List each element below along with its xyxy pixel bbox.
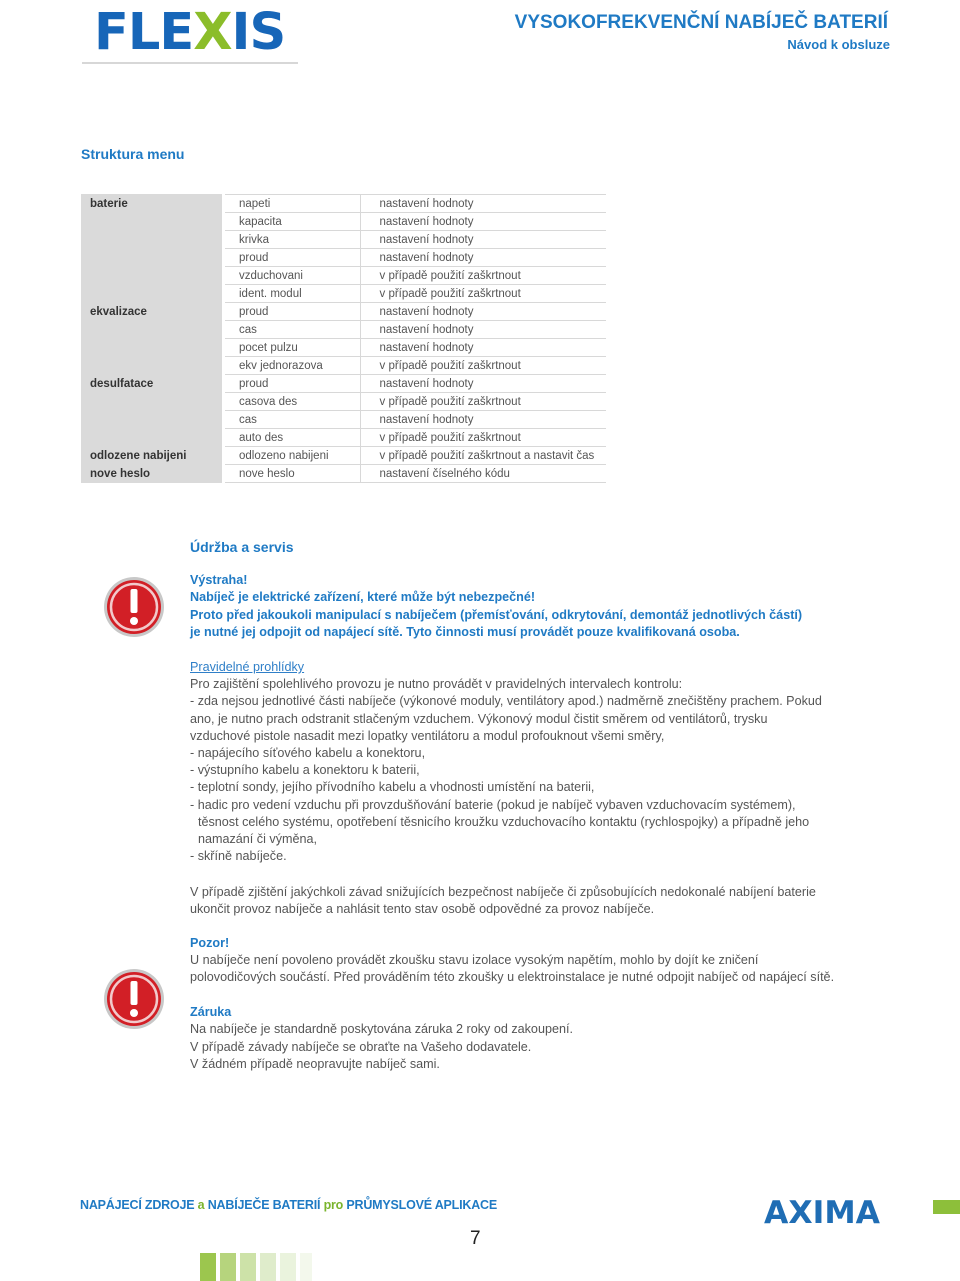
axima-logo <box>764 1198 882 1226</box>
menu-group-cell <box>81 267 222 285</box>
menu-group-cell <box>81 213 222 231</box>
warranty-heading: Záruka <box>190 1005 232 1019</box>
menu-action-cell: v případě použití zaškrtnout <box>360 285 606 303</box>
menu-item-cell: kapacita <box>225 213 360 231</box>
menu-action-cell: v případě použití zaškrtnout a nastavit čas <box>360 447 606 465</box>
menu-group-cell <box>81 339 222 357</box>
defects-line-2: ukončit provoz nabíječe a nahlásit tento stav osobě odpovědné za provoz nabíječe. <box>190 902 655 916</box>
menu-item-cell: nove heslo <box>225 465 360 483</box>
menu-row <box>81 375 606 393</box>
menu-section-title: Struktura menu <box>81 146 185 162</box>
header-title: VYSOKOFREKVENČNÍ NABÍJEČ BATERIÍ <box>514 12 888 33</box>
inspection-line: - napájecího síťového kabelu a konektoru, <box>190 746 426 761</box>
menu-action-cell: v případě použití zaškrtnout <box>360 429 606 447</box>
footer-green-bar <box>933 1200 960 1214</box>
menu-row <box>81 339 606 357</box>
warranty-line-1: Na nabíječe je standardně poskytována záruka 2 roky od zakoupení. <box>190 1022 573 1036</box>
menu-item-cell: ident. modul <box>225 285 360 303</box>
menu-row <box>81 447 606 465</box>
menu-action-cell: nastavení číselného kódu <box>360 465 606 483</box>
menu-item-cell: vzduchovani <box>225 267 360 285</box>
caution-line-1: U nabíječe není povoleno provádět zkoušku stavu izolace vysokým napětím, mohlo by dojít ke zničení <box>190 953 759 967</box>
menu-row <box>81 249 606 267</box>
menu-item-cell: cas <box>225 411 360 429</box>
menu-action-cell: nastavení hodnoty <box>360 213 606 231</box>
menu-action-cell: nastavení hodnoty <box>360 411 606 429</box>
warning-icon <box>103 968 165 1030</box>
warning-line-1: Nabíječ je elektrické zařízení, které může být nebezpečné! <box>190 590 536 604</box>
menu-action-cell: nastavení hodnoty <box>360 321 606 339</box>
menu-row <box>81 393 606 411</box>
warranty-line-2: V případě závady nabíječe se obraťte na Vašeho dodavatele. <box>190 1040 532 1054</box>
maintenance-title: Údržba a servis <box>190 539 294 555</box>
menu-group-cell <box>81 393 222 411</box>
menu-row <box>81 213 606 231</box>
menu-row <box>81 303 606 321</box>
menu-row <box>81 267 606 285</box>
warning-line-2: Proto před jakoukoli manipulací s nabíječem (přemísťování, odkrytování, demontáž jednotlivých částí) <box>190 608 803 622</box>
defects-line-1: V případě zjištění jakýchkoli závad snižujících bezpečnost nabíječe či způsobujících nedokonalé nabíjení baterie <box>190 885 816 899</box>
menu-item-cell: proud <box>225 375 360 393</box>
menu-action-cell: nastavení hodnoty <box>360 339 606 357</box>
menu-group-cell <box>81 411 222 429</box>
menu-action-cell: nastavení hodnoty <box>360 195 606 213</box>
inspection-line: vzduchové pistole nasadit mezi lopatky ventilátoru a modul profouknout všemi směry, <box>190 728 665 743</box>
warning-icon <box>103 576 165 638</box>
caution-heading: Pozor! <box>190 936 230 950</box>
menu-row <box>81 429 606 447</box>
menu-item-cell: pocet pulzu <box>225 339 360 357</box>
menu-group-cell <box>81 285 222 303</box>
menu-action-cell: nastavení hodnoty <box>360 375 606 393</box>
flexis-logo: FLEXIS <box>94 3 286 62</box>
inspection-line: - výstupního kabelu a konektoru k baterii, <box>190 763 420 778</box>
menu-group-cell: nove heslo <box>81 465 222 483</box>
menu-group-cell: odlozene nabijeni <box>81 447 222 465</box>
menu-group-cell <box>81 231 222 249</box>
menu-structure-table <box>81 194 606 483</box>
menu-row <box>81 285 606 303</box>
menu-group-cell: ekvalizace <box>81 303 222 321</box>
menu-group-cell <box>81 357 222 375</box>
menu-group-cell: desulfatace <box>81 375 222 393</box>
menu-item-cell: proud <box>225 249 360 267</box>
menu-row <box>81 465 606 483</box>
inspection-line: - hadic pro vedení vzduchu při provzdušňování baterie (pokud je nabíječ vybaven vzduchovacím systémem), <box>190 797 796 812</box>
inspection-line: - skříně nabíječe. <box>190 849 287 864</box>
warranty-line-3: V žádném případě neopravujte nabíječ sami. <box>190 1057 440 1071</box>
menu-row <box>81 195 606 213</box>
menu-item-cell: napeti <box>225 195 360 213</box>
menu-item-cell: odlozeno nabijeni <box>225 447 360 465</box>
inspection-line: ano, je nutno prach odstranit stlačeným vzduchem. Výkonový modul čistit směrem od ventilátorů, trysku <box>190 711 768 726</box>
inspection-line: namazání či výměna, <box>198 832 317 847</box>
inspection-line: těsnost celého systému, opotřebení těsnicího kroužku vzduchovacího kontaktu (rychlospojky) a případně jeho <box>198 814 810 829</box>
menu-group-cell <box>81 321 222 339</box>
menu-group-cell: baterie <box>81 195 222 213</box>
svg-text:AXIMA: AXIMA <box>764 1198 880 1226</box>
inspection-line: - teplotní sondy, jejího přívodního kabelu a vhodnosti umístění na baterii, <box>190 780 595 795</box>
menu-item-cell: krivka <box>225 231 360 249</box>
inspections-link[interactable]: Pravidelné prohlídky <box>190 660 305 674</box>
inspection-line: - zda nejsou jednotlivé části nabíječe (výkonové moduly, ventilátory apod.) nadměrně znečištěny prachem. Pokud <box>190 694 822 709</box>
menu-row <box>81 231 606 249</box>
page-number: 7 <box>470 1228 481 1249</box>
menu-action-cell: nastavení hodnoty <box>360 231 606 249</box>
warning-heading: Výstraha! <box>190 573 248 587</box>
menu-item-cell: cas <box>225 321 360 339</box>
inspection-line: Pro zajištění spolehlivého provozu je nutno provádět v pravidelných intervalech kontrolu: <box>190 677 683 692</box>
header-subtitle: Návod k obsluze <box>787 37 890 52</box>
menu-item-cell: auto des <box>225 429 360 447</box>
menu-row <box>81 321 606 339</box>
menu-row <box>81 411 606 429</box>
menu-group-cell <box>81 249 222 267</box>
inspections-block <box>190 659 822 865</box>
caution-line-2: polovodičových součástí. Před prováděním této zkoušky u elektroinstalace je nutné odpojit nabíječ od napájecí sítě. <box>190 970 835 984</box>
footer-tagline: NAPÁJECÍ ZDROJE a NABÍJEČE BATERIÍ pro PRŮMYSLOVÉ APLIKACE <box>80 1198 498 1212</box>
menu-item-cell: casova des <box>225 393 360 411</box>
menu-action-cell: nastavení hodnoty <box>360 249 606 267</box>
warning-line-3: je nutné jej odpojit od napájecí sítě. Tyto činnosti musí provádět pouze kvalifikovaná osoba. <box>190 625 740 639</box>
menu-action-cell: v případě použití zaškrtnout <box>360 267 606 285</box>
menu-action-cell: nastavení hodnoty <box>360 303 606 321</box>
menu-group-cell <box>81 429 222 447</box>
menu-row <box>81 357 606 375</box>
menu-action-cell: v případě použití zaškrtnout <box>360 393 606 411</box>
footer-stripes <box>200 1253 312 1281</box>
menu-item-cell: proud <box>225 303 360 321</box>
menu-item-cell: ekv jednorazova <box>225 357 360 375</box>
menu-action-cell: v případě použití zaškrtnout <box>360 357 606 375</box>
